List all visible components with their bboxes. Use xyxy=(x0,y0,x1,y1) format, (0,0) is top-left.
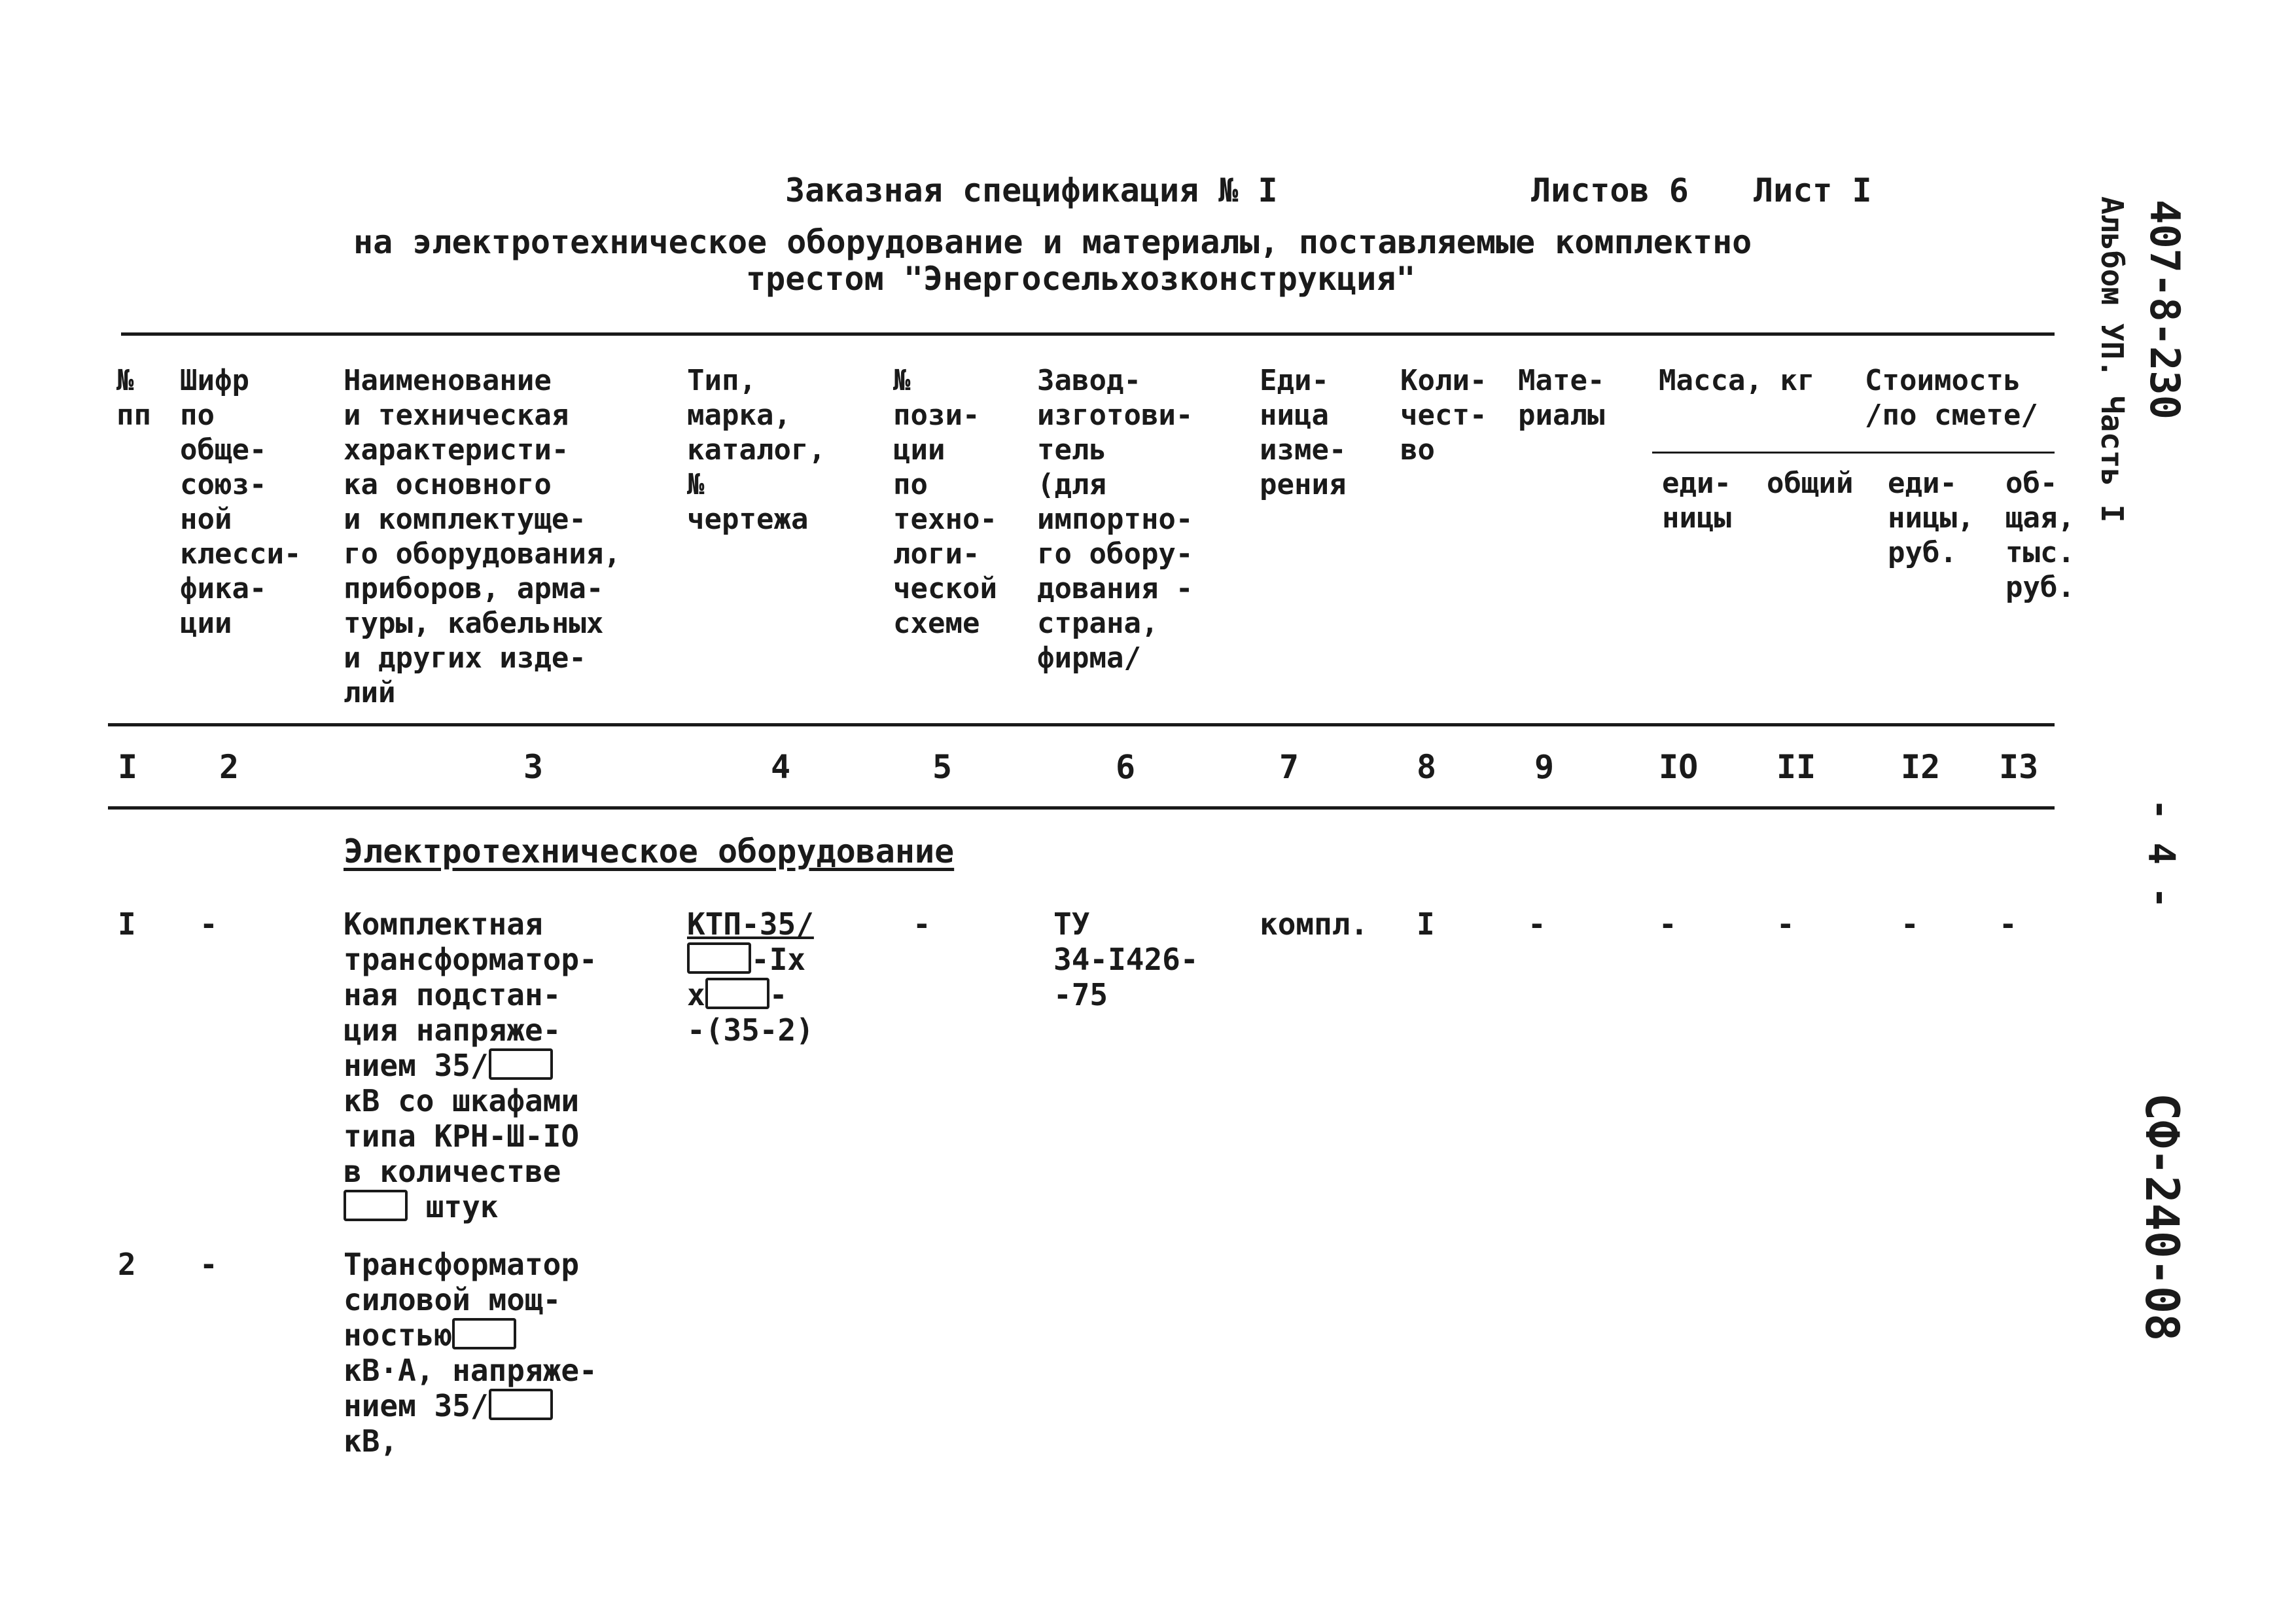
col-header-materials: Мате- риалы xyxy=(1518,364,1605,432)
col-header-cost-group: Стоимость /по смете/ xyxy=(1865,364,2038,432)
column-number: I3 xyxy=(1999,748,2039,786)
col-header-classification: Шифр по обще- союз- ной клесси- фика- ции xyxy=(180,364,302,640)
row1-materials: - xyxy=(1528,906,1546,942)
column-number: I xyxy=(118,748,138,786)
column-number: I2 xyxy=(1901,748,1941,786)
row1-unit: компл. xyxy=(1260,906,1369,942)
row1-type xyxy=(687,906,883,1048)
row2-code: - xyxy=(200,1247,218,1282)
row1-type-line: -(35-2) xyxy=(687,1012,814,1048)
column-number: 4 xyxy=(771,748,791,786)
column-number: 7 xyxy=(1279,748,1299,786)
row1-name-line xyxy=(344,1048,684,1083)
col-header-mass-group: Масса, кг xyxy=(1659,364,1815,397)
page-number: - 4 - xyxy=(2140,798,2182,909)
col-header-type: Тип, марка, каталог, № чертежа xyxy=(687,364,826,536)
col-header-name: Наименование и техническая характеристи- ка основного и комплектуще- го оборудования, приборов, арма- туры, кабельных и других изде- лий xyxy=(344,364,621,709)
row1-name-line: в количестве xyxy=(344,1154,561,1189)
row1-type-line xyxy=(687,977,883,1012)
row1-type-text: х xyxy=(687,977,705,1012)
col-header-mass-unit: еди- ницы xyxy=(1662,467,1731,535)
blank-field-box xyxy=(687,942,751,974)
row2-name xyxy=(344,1247,684,1459)
row2-name-line: кВ, xyxy=(344,1423,398,1459)
row1-name-line: ция напряже- xyxy=(344,1012,561,1048)
doc-code: 407-8-230 xyxy=(2141,200,2189,419)
row2-name-line: кВ·А, напряже- xyxy=(344,1353,597,1388)
row1-type-text: -Iх xyxy=(751,942,806,977)
spec-title: Заказная спецификация № I xyxy=(785,171,1278,209)
row1-cost-unit: - xyxy=(1901,906,1919,942)
row1-name-line: ная подстан- xyxy=(344,977,561,1012)
col-header-mass-total: общий xyxy=(1767,467,1854,500)
column-number: II xyxy=(1776,748,1816,786)
sheet-code: СФ-240-08 xyxy=(2135,1093,2189,1342)
row1-type-text: - xyxy=(769,977,788,1012)
mass-group-rule xyxy=(1652,452,1862,454)
column-number: 6 xyxy=(1116,748,1136,786)
col-header-cost-unit: еди- ницы, руб. xyxy=(1888,467,1975,569)
blank-field-box xyxy=(452,1318,516,1349)
row2-name-text: ностью xyxy=(344,1317,453,1353)
column-number: 9 xyxy=(1534,748,1555,786)
column-number: IO xyxy=(1659,748,1699,786)
subtitle-line1: на электротехническое оборудование и материалы, поставляемые комплектно xyxy=(353,223,1752,261)
col-header-manufacturer: Завод- изготови- тель (для импортно- го обору- дования - страна, фирма/ xyxy=(1037,364,1193,675)
blank-field-box xyxy=(344,1190,408,1221)
col-header-unit: Еди- ница изме- рения xyxy=(1260,364,1347,501)
row2-name-line: Трансформатор xyxy=(344,1247,580,1282)
blank-field-box xyxy=(489,1048,553,1080)
blank-field-box xyxy=(489,1389,553,1420)
row1-name-line: трансформатор- xyxy=(344,942,597,977)
sheets-total: Листов 6 xyxy=(1531,171,1689,209)
row1-manufacturer: ТУ 34-I426- -75 xyxy=(1053,906,1199,1012)
row1-mass-unit: - xyxy=(1659,906,1677,942)
row2-number: 2 xyxy=(118,1247,136,1282)
row1-name-text: нием 35/ xyxy=(344,1048,489,1083)
row1-mass-total: - xyxy=(1776,906,1795,942)
column-number: 2 xyxy=(219,748,239,786)
header-bottom-rule xyxy=(108,723,2055,726)
row1-name-line xyxy=(344,1189,684,1224)
row1-code: - xyxy=(200,906,218,942)
column-number: 3 xyxy=(523,748,544,786)
col-header-position: № пози- ции по техно- логи- ческой схеме xyxy=(893,364,997,640)
row2-name-text: нием 35/ xyxy=(344,1388,489,1423)
row1-name-line: кВ со шкафами xyxy=(344,1083,580,1118)
section-title: Электротехническое оборудование xyxy=(344,832,955,870)
row1-quantity: I xyxy=(1417,906,1435,942)
row1-number: I xyxy=(118,906,136,942)
row1-name-text: штук xyxy=(425,1189,499,1224)
col-header-quantity: Коли- чест- во xyxy=(1400,364,1487,467)
row2-name-line xyxy=(344,1388,684,1423)
row2-name-line: силовой мощ- xyxy=(344,1282,561,1317)
cost-group-rule xyxy=(1858,452,2055,454)
album-label: Альбом УП. Часть I xyxy=(2094,196,2130,523)
row2-name-line xyxy=(344,1317,684,1353)
column-numbers-rule xyxy=(108,806,2055,810)
row1-name xyxy=(344,906,684,1224)
row1-type-line xyxy=(687,942,883,977)
blank-field-box xyxy=(705,978,769,1009)
sheet-number: Лист I xyxy=(1754,171,1872,209)
column-number: 8 xyxy=(1417,748,1437,786)
subtitle-line2: трестом "Энергосельхозконструкция" xyxy=(746,260,1416,298)
col-header-number: № пп xyxy=(116,364,151,432)
row1-type-line: КТП-35/ xyxy=(687,906,814,942)
row1-name-line: Комплектная xyxy=(344,906,543,942)
row1-cost-total: - xyxy=(1999,906,2017,942)
col-header-cost-total: об- щая, тыс. руб. xyxy=(2005,467,2075,604)
row1-position: - xyxy=(913,906,931,942)
table-top-rule xyxy=(121,332,2055,336)
row1-name-line: типа КРН-Ш-IO xyxy=(344,1118,580,1154)
column-number: 5 xyxy=(932,748,953,786)
